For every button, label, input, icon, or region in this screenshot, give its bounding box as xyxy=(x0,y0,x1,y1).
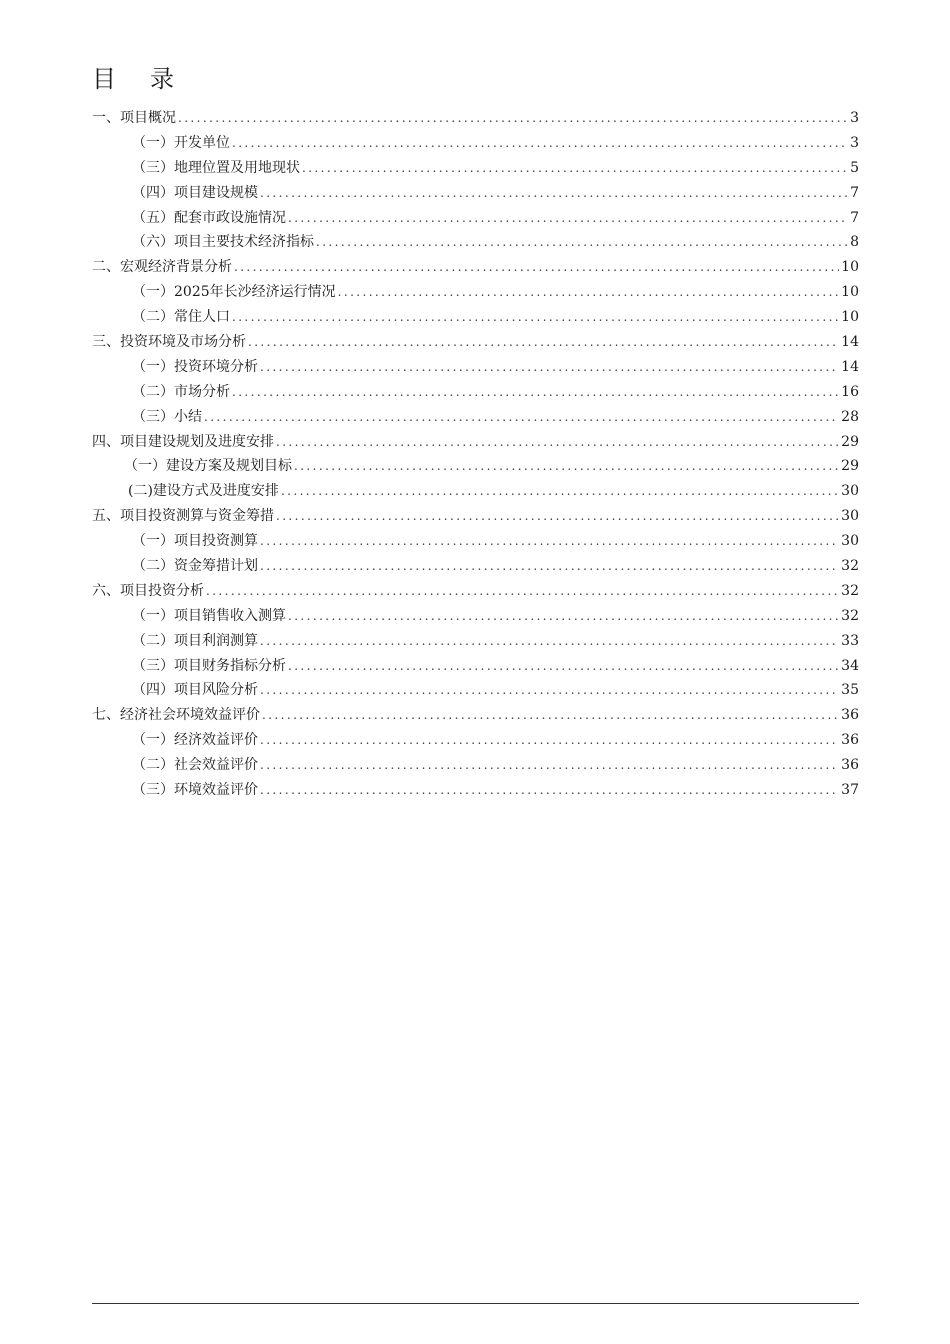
toc-entry-label: 二、宏观经济背景分析 xyxy=(92,259,232,276)
toc-dot-leader xyxy=(262,703,839,728)
toc-page-number: 32 xyxy=(841,607,859,624)
toc-page-number: 36 xyxy=(841,732,859,749)
toc-page-number: 7 xyxy=(850,209,859,226)
toc-entry[interactable] xyxy=(92,280,859,305)
toc-dot-leader xyxy=(260,678,839,703)
toc-entry-label: （三）项目财务指标分析 xyxy=(132,657,286,674)
toc-entry-label: (二)建设方式及进度安排 xyxy=(128,483,279,500)
toc-page-number: 10 xyxy=(841,309,859,326)
toc-entry-label: 六、项目投资分析 xyxy=(92,582,204,599)
toc-entry[interactable] xyxy=(92,629,859,654)
toc-page-number: 36 xyxy=(841,707,859,724)
toc-page-number: 30 xyxy=(841,533,859,550)
toc-dot-leader xyxy=(276,430,839,455)
toc-entry-label: 七、经济社会环境效益评价 xyxy=(92,707,260,724)
toc-dot-leader xyxy=(232,380,839,405)
toc-entry[interactable] xyxy=(92,778,859,803)
toc-page-number: 30 xyxy=(841,508,859,525)
toc-entry-label: （三）地理位置及用地现状 xyxy=(132,159,300,176)
toc-entry-label: （一）项目投资测算 xyxy=(132,533,258,550)
toc-entry[interactable] xyxy=(92,330,859,355)
toc-page-number: 10 xyxy=(841,259,859,276)
toc-entry-label: （一）投资环境分析 xyxy=(132,358,258,375)
toc-entry-label: （二）市场分析 xyxy=(132,383,230,400)
footer-divider xyxy=(92,1303,859,1304)
toc-dot-leader xyxy=(260,355,839,380)
toc-entry-label: 五、项目投资测算与资金筹措 xyxy=(92,508,274,525)
toc-page-number: 33 xyxy=(841,632,859,649)
toc-dot-leader xyxy=(248,330,839,355)
toc-entry[interactable] xyxy=(92,678,859,703)
toc-dot-leader xyxy=(276,504,839,529)
toc-dot-leader xyxy=(288,654,839,679)
toc-page-number: 7 xyxy=(850,184,859,201)
toc-dot-leader xyxy=(260,181,848,206)
toc-page-number: 36 xyxy=(841,757,859,774)
toc-entry-label: （二）常住人口 xyxy=(132,309,230,326)
toc-dot-leader xyxy=(302,156,848,181)
toc-entry[interactable] xyxy=(92,380,859,405)
toc-dot-leader xyxy=(178,106,848,131)
toc-page-number: 29 xyxy=(841,433,859,450)
toc-page-number: 8 xyxy=(850,234,859,251)
toc-entry[interactable] xyxy=(92,654,859,679)
toc-page-number: 3 xyxy=(850,110,859,126)
toc-entry[interactable] xyxy=(92,504,859,529)
toc-dot-leader xyxy=(338,280,840,305)
toc-dot-leader xyxy=(288,604,839,629)
toc-entry[interactable] xyxy=(92,230,859,255)
toc-page-number: 30 xyxy=(841,483,859,500)
toc-entry[interactable] xyxy=(92,579,859,604)
toc-entry[interactable] xyxy=(92,703,859,728)
toc-entry[interactable] xyxy=(92,355,859,380)
toc-entry[interactable] xyxy=(92,106,859,131)
toc-entry[interactable] xyxy=(92,156,859,181)
toc-dot-leader xyxy=(260,778,839,803)
toc-entry[interactable] xyxy=(92,479,859,504)
toc-entry-label: （二）社会效益评价 xyxy=(132,757,258,774)
toc-entry-label: （一）项目销售收入测算 xyxy=(132,607,286,624)
toc-page-number: 37 xyxy=(841,782,859,799)
toc-dot-leader xyxy=(232,305,839,330)
toc-page-number: 32 xyxy=(841,582,859,599)
toc-dot-leader xyxy=(260,554,839,579)
toc-entry[interactable] xyxy=(92,181,859,206)
toc-entry[interactable] xyxy=(92,255,859,280)
toc-dot-leader xyxy=(281,479,839,504)
toc-page-number: 14 xyxy=(841,358,859,375)
toc-entry-label: （五）配套市政设施情况 xyxy=(132,209,286,226)
toc-dot-leader xyxy=(232,131,848,156)
toc-entry[interactable] xyxy=(92,753,859,778)
toc-page-number: 3 xyxy=(850,134,859,151)
toc-entry-label: （六）项目主要技术经济指标 xyxy=(132,234,314,251)
table-of-contents xyxy=(92,106,859,803)
toc-page-number: 5 xyxy=(850,159,859,176)
toc-entry[interactable] xyxy=(92,305,859,330)
toc-entry-label: 三、投资环境及市场分析 xyxy=(92,334,246,351)
toc-entry[interactable] xyxy=(92,554,859,579)
toc-entry-label: （二）资金筹措计划 xyxy=(132,558,258,575)
toc-dot-leader xyxy=(260,629,839,654)
toc-page-number: 28 xyxy=(841,408,859,425)
toc-dot-leader xyxy=(260,728,839,753)
toc-dot-leader xyxy=(288,206,848,231)
toc-entry[interactable] xyxy=(92,430,859,455)
toc-entry-label: （一）2025年长沙经济运行情况 xyxy=(132,284,336,301)
toc-entry-label: 一、项目概况 xyxy=(92,110,176,126)
toc-entry[interactable] xyxy=(92,405,859,430)
toc-entry[interactable] xyxy=(92,529,859,554)
toc-entry[interactable] xyxy=(92,131,859,156)
toc-page-number: 10 xyxy=(841,284,859,301)
toc-entry[interactable] xyxy=(92,604,859,629)
toc-entry[interactable] xyxy=(92,206,859,231)
toc-entry-label: （二）项目利润测算 xyxy=(132,632,258,649)
toc-dot-leader xyxy=(204,405,839,430)
toc-title: 目录 xyxy=(92,65,208,93)
toc-page-number: 14 xyxy=(841,334,859,351)
toc-dot-leader xyxy=(260,529,839,554)
toc-entry-label: （三）小结 xyxy=(132,408,202,425)
toc-entry-label: （四）项目建设规模 xyxy=(132,184,258,201)
toc-page-number: 34 xyxy=(841,657,859,674)
toc-page-number: 16 xyxy=(841,383,859,400)
toc-entry-label: 四、项目建设规划及进度安排 xyxy=(92,433,274,450)
toc-page-number: 32 xyxy=(841,558,859,575)
toc-entry-label: （一）开发单位 xyxy=(132,134,230,151)
toc-dot-leader xyxy=(316,230,848,255)
toc-page-number: 29 xyxy=(841,458,859,475)
toc-dot-leader xyxy=(206,579,839,604)
toc-entry-label: （一）建设方案及规划目标 xyxy=(124,458,292,475)
toc-dot-leader xyxy=(234,255,839,280)
toc-entry-label: （四）项目风险分析 xyxy=(132,682,258,699)
toc-entry[interactable] xyxy=(92,454,859,479)
toc-page-number: 35 xyxy=(841,682,859,699)
toc-entry-label: （一）经济效益评价 xyxy=(132,732,258,749)
toc-entry-label: （三）环境效益评价 xyxy=(132,782,258,799)
toc-entry[interactable] xyxy=(92,728,859,753)
toc-dot-leader xyxy=(294,454,839,479)
toc-dot-leader xyxy=(260,753,839,778)
